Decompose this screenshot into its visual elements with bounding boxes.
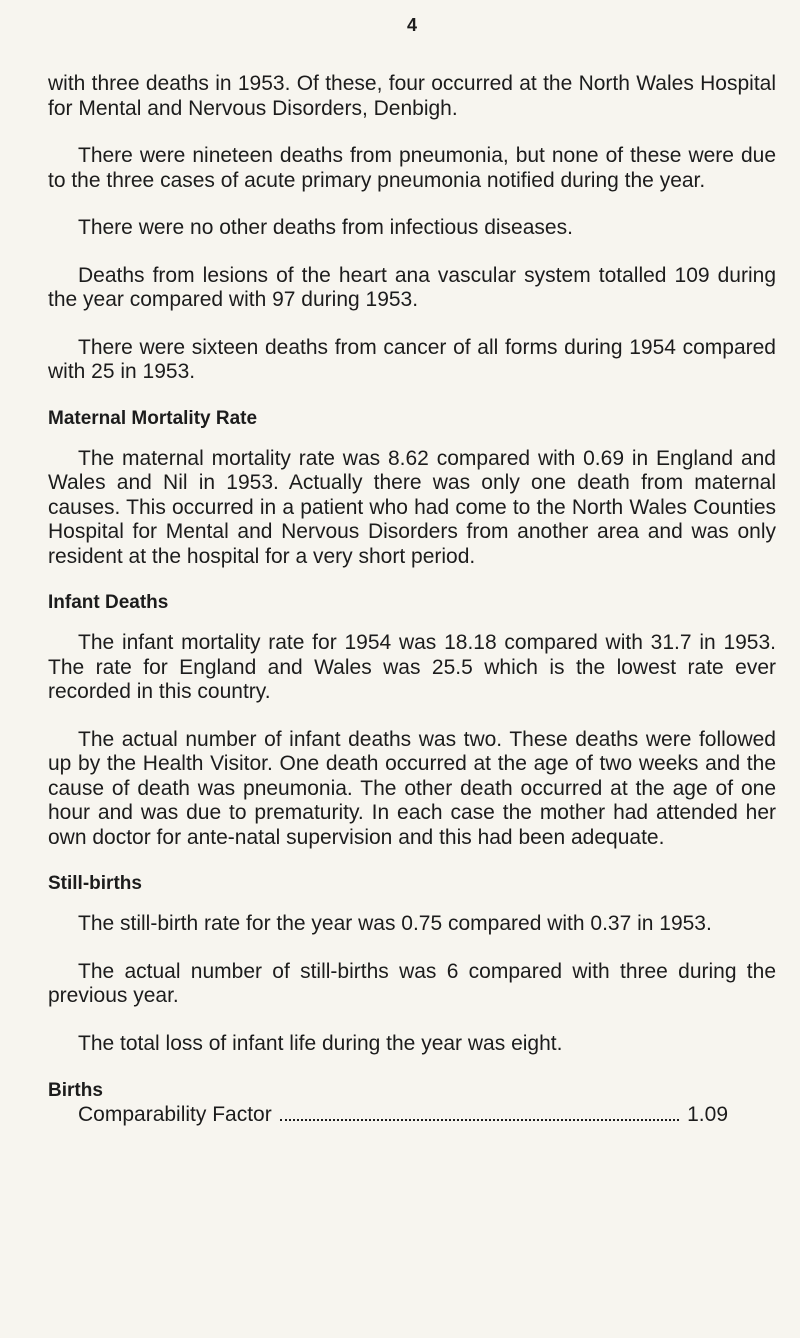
intro-paragraph: There were no other deaths from infectious diseases.	[78, 216, 573, 239]
comparability-factor-value: 1.09	[687, 1103, 728, 1126]
infant-paragraph: The actual number of infant deaths was two. These deaths were followed up by the Health Visitor. One death occurred at the age of two weeks and the cause of death was pneumonia. The other death occurred at the age of one hour and was due to prematurity. In each case the mother had attended her own doctor for ante-natal supervision and this had been adequate.	[48, 727, 776, 849]
still-births-paragraph: The actual number of still-births was 6 compared with three during the previous year.	[48, 959, 776, 1007]
comparability-factor-row	[48, 1103, 728, 1127]
maternal-paragraph: The maternal mortality rate was 8.62 compared with 0.69 in England and Wales and Nil in 1953. Actually there was only one death from maternal causes. This occurred in a patient who had come to the North Wales Counties Hospital for Mental and Nervous Disorders from another area and was only resident at the hospital for a very short period.	[48, 446, 776, 568]
page-mark: 4	[406, 15, 417, 35]
intro-paragraph: Deaths from lesions of the heart ana vascular system totalled 109 during the year compared with 97 during 1953.	[48, 263, 776, 311]
section-heading-infant: Infant Deaths	[48, 592, 169, 613]
comparability-factor-label: Comparability Factor	[78, 1103, 272, 1126]
report-body	[48, 72, 776, 1127]
infant-paragraph: The infant mortality rate for 1954 was 18.18 compared with 31.7 in 1953. The rate for England and Wales was 25.5 which is the lowest rate ever recorded in this country.	[48, 631, 776, 703]
intro-paragraph: There were sixteen deaths from cancer of all forms during 1954 compared with 25 in 1953.	[48, 335, 776, 383]
still-births-paragraph: The total loss of infant life during the year was eight.	[78, 1031, 563, 1055]
maternal-mortality-section	[48, 408, 776, 570]
births-section	[48, 1079, 776, 1127]
dot-leader	[280, 1118, 679, 1121]
section-heading-still-births: Still-births	[48, 873, 142, 894]
infant-deaths-section	[48, 592, 776, 850]
section-heading-maternal: Maternal Mortality Rate	[48, 407, 258, 429]
section-heading-births: Births	[48, 1080, 103, 1101]
still-births-paragraph: The still-birth rate for the year was 0.75 compared with 0.37 in 1953.	[78, 912, 712, 935]
still-births-section	[48, 873, 776, 1056]
intro-section	[48, 72, 776, 385]
intro-paragraph: There were nineteen deaths from pneumonia, but none of these were due to the three cases of acute primary pneumonia notified during the year.	[48, 144, 776, 192]
intro-paragraph: with three deaths in 1953. Of these, four occurred at the North Wales Hospital for Mental and Nervous Disorders, Denbigh.	[48, 72, 776, 120]
